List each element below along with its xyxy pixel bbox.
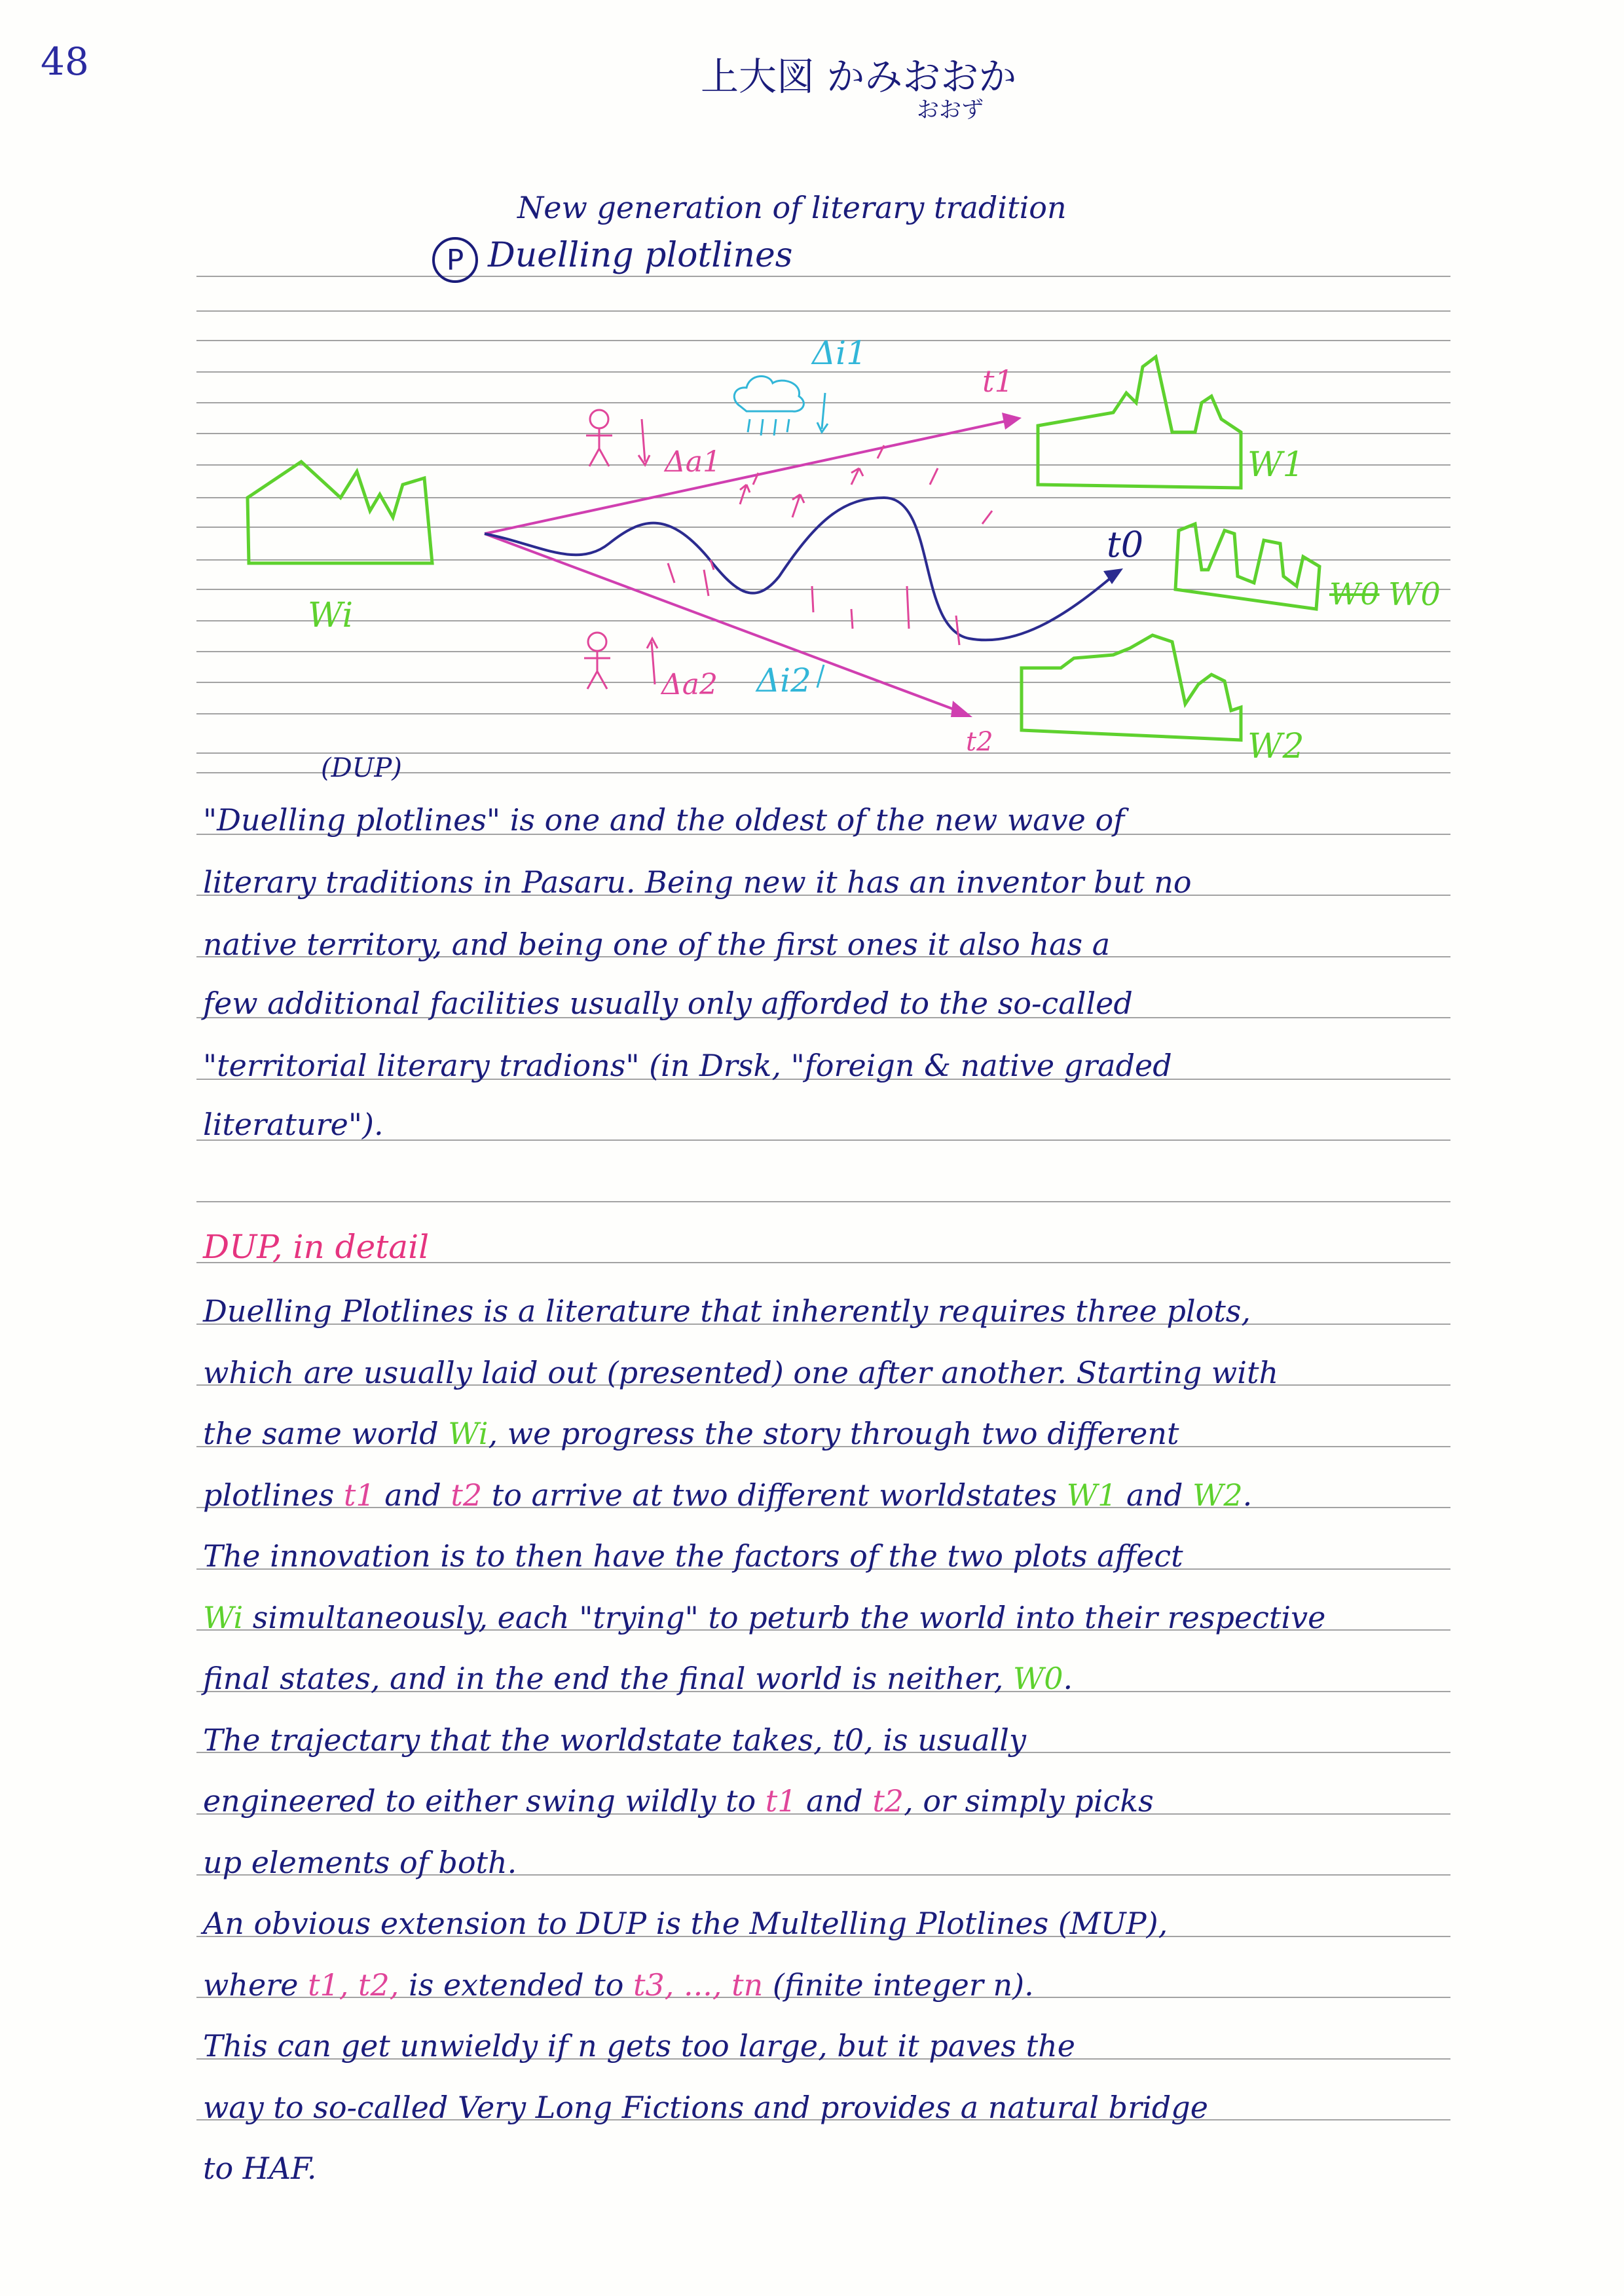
label-delta-a2: Δa2: [661, 668, 718, 701]
detail-line: [203, 1355, 1278, 1390]
detail-line-segment: , or simply picks: [904, 1783, 1154, 1819]
label-w-i: Wi: [308, 596, 354, 635]
detail-line-segment: .: [1242, 1477, 1253, 1513]
intro-line: few additional facilities usually only afforded to the so-called: [203, 986, 1133, 1021]
world-wi-shape: [248, 462, 432, 563]
detail-line-segment: t3, ..., tn: [633, 1967, 764, 2003]
detail-line-segment: (finite integer n).: [763, 1967, 1034, 2003]
detail-line: [203, 1722, 1026, 1758]
detail-line-segment: is extended to: [399, 1967, 634, 2003]
intro-line: native territory, and being one of the first ones it also has a: [203, 927, 1111, 962]
page-number: 48: [41, 39, 89, 84]
detail-line: [203, 1293, 1251, 1329]
detail-line-segment: W1: [1066, 1477, 1117, 1513]
plotline-t1-arrow: [485, 419, 1015, 534]
label-t-0: t0: [1107, 524, 1144, 565]
detail-line-segment: and: [375, 1477, 451, 1513]
plotline-t2-arrow: [485, 534, 966, 714]
header-title: 上大図 かみおおか: [701, 54, 1017, 99]
detail-line-segment: .: [1063, 1661, 1073, 1696]
label-w-1: W1: [1247, 445, 1304, 485]
duelling-plotlines-diagram: [0, 0, 1624, 786]
detail-line-segment: to arrive at two different worldstates: [482, 1477, 1067, 1513]
detail-line-segment: t2: [872, 1783, 904, 1819]
detail-line-segment: The innovation is to then have the factors of the two plots affect: [203, 1538, 1183, 1574]
label-w-2: W2: [1247, 727, 1304, 766]
detail-line-segment: plotlines: [203, 1477, 344, 1513]
detail-heading: DUP, in detail: [203, 1228, 430, 1266]
detail-line-segment: and: [796, 1783, 873, 1819]
intro-line: "territorial literary tradions" (in Drsk, "foreign & native graded: [203, 1048, 1172, 1083]
detail-line-segment: up elements of both.: [203, 1844, 517, 1880]
plotline-t1-arrowhead: [1002, 413, 1022, 430]
detail-line-segment: t2: [451, 1477, 483, 1513]
detail-line-segment: , we progress the story through two different: [488, 1416, 1179, 1451]
label-delta-i1: Δi1: [812, 334, 867, 372]
intro-line: "Duelling plotlines" is one and the oldest of the new wave of: [203, 802, 1125, 838]
detail-line-segment: t1: [343, 1477, 375, 1513]
detail-line-segment: engineered to either swing wildly to: [203, 1783, 766, 1819]
observer-figure-bottom: [584, 633, 657, 689]
detail-line-segment: An obvious extension to DUP is the Multelling Plotlines (MUP),: [203, 1906, 1168, 1941]
section-badge-letter: P: [446, 243, 464, 277]
section-title: Duelling plotlines: [488, 236, 793, 275]
plotline-t2-arrowhead: [951, 701, 972, 717]
detail-line: [203, 1845, 517, 1880]
observer-figure-top: [586, 410, 650, 466]
abbrev-note: (DUP): [321, 753, 402, 783]
detail-line-segment: where: [203, 1967, 308, 2003]
world-w0-shape: [1175, 524, 1320, 609]
detail-line: [203, 1967, 1034, 2003]
world-w1-shape: [1038, 357, 1241, 488]
detail-line: [203, 2090, 1208, 2125]
detail-line: [203, 1477, 1252, 1513]
label-t-2: t2: [966, 727, 993, 757]
label-w-0: W0: [1388, 576, 1441, 613]
detail-line: [203, 2028, 1075, 2064]
detail-line-segment: This can get unwieldy if n gets too large, but it paves the: [203, 2028, 1075, 2064]
detail-line-segment: and: [1116, 1477, 1193, 1513]
detail-line-segment: t1: [765, 1783, 797, 1819]
header-furigana: おおず: [917, 97, 984, 123]
label-delta-i2: Δi2: [756, 661, 811, 699]
detail-line-segment: simultaneously, each "trying" to peturb the world into their respective: [243, 1599, 1326, 1635]
detail-line-segment: final states, and in the end the final world is neither,: [203, 1661, 1013, 1696]
world-w2-shape: [1022, 635, 1241, 740]
detail-line: [203, 1783, 1154, 1819]
detail-line: [203, 1538, 1183, 1574]
detail-line: [203, 1906, 1168, 1941]
detail-line-segment: the same world: [203, 1416, 449, 1451]
intro-line: literature").: [203, 1107, 384, 1142]
detail-line: [203, 1416, 1179, 1451]
detail-line-segment: W2: [1192, 1477, 1243, 1513]
label-delta-a1: Δa1: [665, 445, 722, 479]
subtitle: New generation of literary tradition: [517, 190, 1067, 225]
detail-line-segment: Duelling Plotlines is a literature that inherently requires three plots,: [203, 1293, 1251, 1329]
detail-line-segment: way to so-called Very Long Fictions and provides a natural bridge: [203, 2089, 1208, 2125]
detail-line-segment: W0: [1012, 1661, 1063, 1696]
detail-line-segment: which are usually laid out (presented) one after another. Starting with: [203, 1354, 1279, 1390]
detail-line-segment: Wi: [203, 1599, 244, 1635]
detail-line-segment: The trajectary that the worldstate takes, t0, is usually: [203, 1722, 1026, 1758]
detail-line: [203, 1661, 1073, 1696]
detail-line: [203, 1600, 1325, 1635]
detail-line: [203, 2151, 317, 2186]
label-t-1: t1: [982, 363, 1014, 399]
detail-line-segment: Wi: [448, 1416, 489, 1451]
label-w-0-strike: W0: [1329, 576, 1380, 612]
detail-line-segment: t1, t2,: [308, 1967, 399, 2003]
detail-line-segment: to HAF.: [203, 2151, 317, 2186]
intro-line: literary traditions in Pasaru. Being new it has an inventor but no: [203, 864, 1192, 900]
